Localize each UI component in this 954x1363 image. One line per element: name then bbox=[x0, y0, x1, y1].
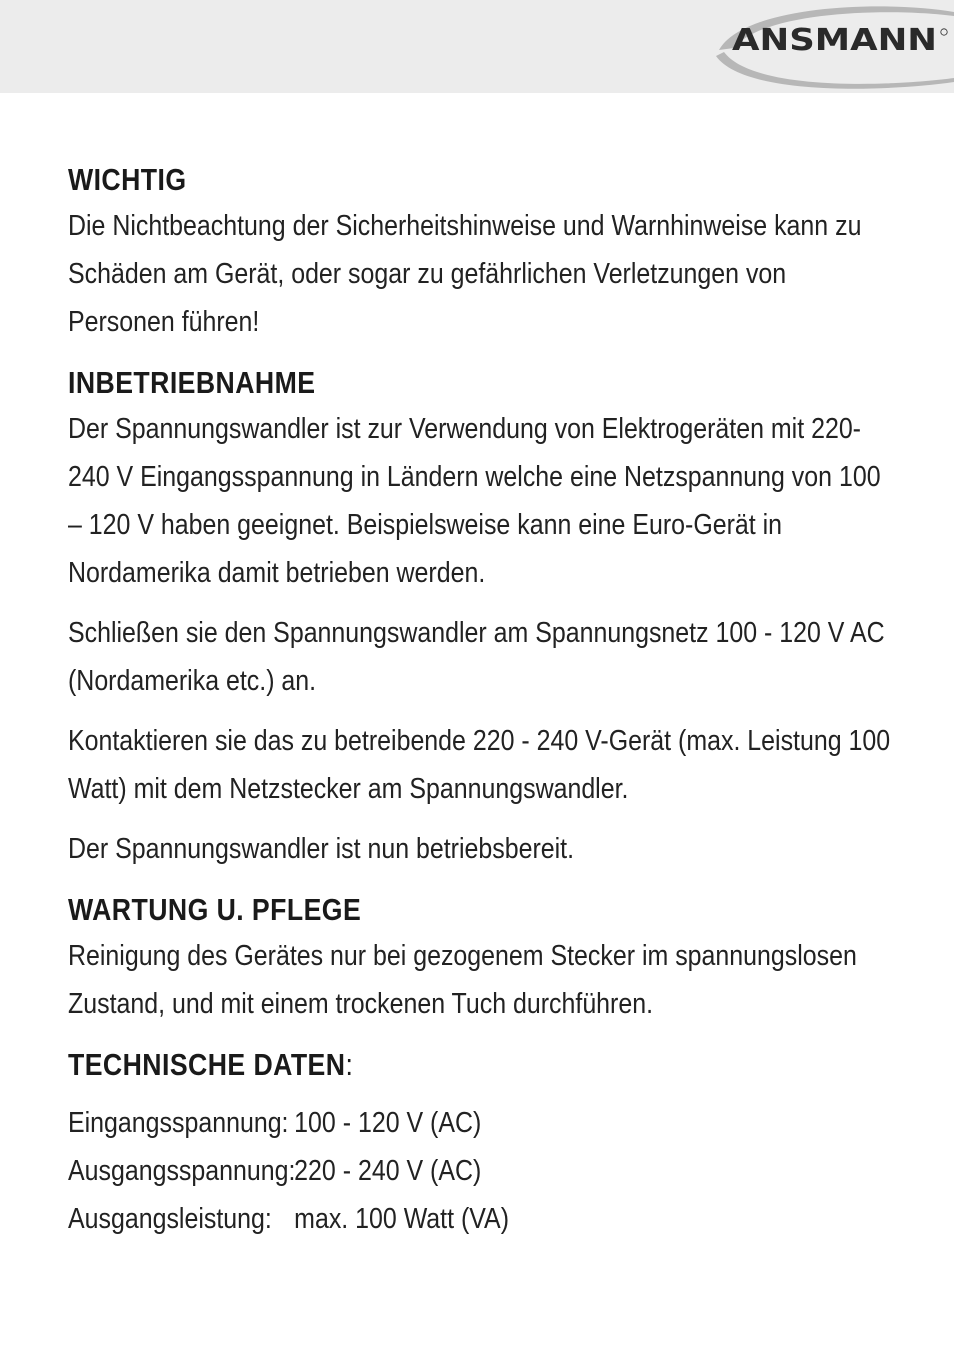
startup-paragraph-4: Der Spannungswandler ist nun betriebsbereit. bbox=[68, 833, 575, 865]
ansmann-logo bbox=[664, 0, 954, 93]
spec-row bbox=[68, 1195, 782, 1243]
spec-value: 100 - 120 V (AC) bbox=[294, 1107, 482, 1139]
spec-row bbox=[68, 1099, 782, 1147]
document-body bbox=[68, 158, 898, 1243]
spec-label: Eingangsspannung: bbox=[68, 1107, 289, 1139]
startup-paragraph-1: Der Spannungswandler ist zur Verwendung von Elektrogeräten mit 220-240 V Eingangsspannung in Ländern welche eine Netzspannung von 100 – 120 V haben geeignet. Beispielsweise kann eine Euro-Gerät in Nordamerika damit betrieben werden. bbox=[68, 413, 881, 589]
startup-paragraph-3: Kontaktieren sie das zu betreibende 220 - 240 V-Gerät (max. Leistung 100 Watt) mit dem Netzstecker am Spannungswandler. bbox=[68, 725, 891, 805]
spec-row bbox=[68, 1147, 782, 1195]
important-text: Die Nichtbeachtung der Sicherheitshinweise und Warnhinweise kann zu Schäden am Gerät, oder sogar zu gefährlichen Verletzungen von Personen führen! bbox=[68, 210, 862, 338]
section-title-important: WICHTIG bbox=[68, 162, 187, 197]
spec-label: Ausgangsleistung: bbox=[68, 1203, 272, 1235]
maintenance-text: Reinigung des Gerätes nur bei gezogenem Stecker im spannungslosen Zustand, und mit einem trockenen Tuch durchführen. bbox=[68, 940, 857, 1020]
spec-value: max. 100 Watt (VA) bbox=[294, 1203, 510, 1235]
page-header bbox=[0, 0, 954, 93]
section-title-startup: INBETRIEBNAHME bbox=[68, 365, 316, 400]
spec-label: Ausgangsspannung: bbox=[68, 1155, 296, 1187]
brand-wordmark: ANSMANN bbox=[732, 23, 937, 58]
startup-paragraph-2: Schließen sie den Spannungswandler am Spannungsnetz 100 - 120 V AC (Nordamerika etc.) an. bbox=[68, 617, 885, 697]
section-title-specs bbox=[68, 1043, 782, 1087]
section-title-maintenance: WARTUNG U. PFLEGE bbox=[68, 892, 362, 927]
specs-title-text: TECHNISCHE DATEN bbox=[68, 1047, 346, 1082]
spec-value: 220 - 240 V (AC) bbox=[294, 1155, 482, 1187]
specs-title-colon: : bbox=[345, 1047, 354, 1082]
